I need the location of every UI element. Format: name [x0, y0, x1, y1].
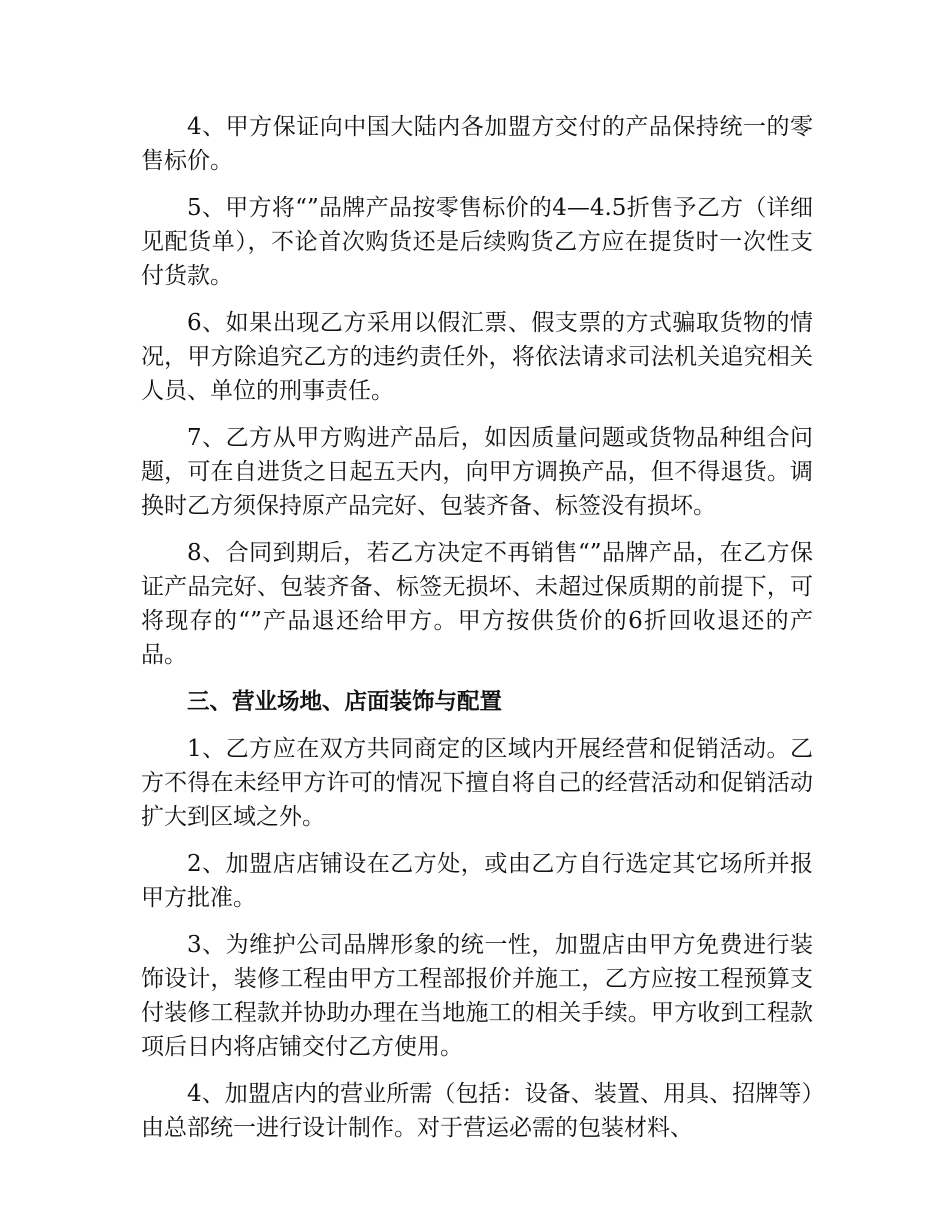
clause-paragraph: 3、为维护公司品牌形象的统一性，加盟店由甲方免费进行装饰设计，装修工程由甲方工程部报价并施工，乙方应按工程预算支付装修工程款并协助办理在当地施工的相关手续。甲方收到工程款项后日内将店铺交付乙方使用。 [141, 932, 813, 1060]
section-heading: 三、营业场地、店面装饰与配置 [187, 689, 503, 715]
document-page [141, 110, 813, 1158]
clause-paragraph: 4、加盟店内的营业所需（包括：设备、装置、用具、招牌等）由总部统一进行设计制作。对于营运必需的包装材料、 [141, 1081, 813, 1141]
clause-paragraph: 5、甲方将“”品牌产品按零售标价的4—4.5折售予乙方（详细见配货单），不论首次购货还是后续购货乙方应在提货时一次性支付货款。 [141, 195, 813, 289]
clause-paragraph: 8、合同到期后，若乙方决定不再销售“”品牌产品，在乙方保证产品完好、包装齐备、标签无损坏、未超过保质期的前提下，可将现存的“”产品退还给甲方。甲方按供货价的6折回收退还的产品。 [141, 540, 813, 668]
clause-paragraph: 6、如果出现乙方采用以假汇票、假支票的方式骗取货物的情况，甲方除追究乙方的违约责任外，将依法请求司法机关追究相关人员、单位的刑事责任。 [141, 310, 813, 404]
clause-paragraph: 2、加盟店店铺设在乙方处，或由乙方自行选定其它场所并报甲方批准。 [141, 851, 813, 911]
clause-paragraph: 1、乙方应在双方共同商定的区域内开展经营和促销活动。乙方不得在未经甲方许可的情况下擅自将自己的经营活动和促销活动扩大到区域之外。 [141, 736, 813, 830]
clause-paragraph: 4、甲方保证向中国大陆内各加盟方交付的产品保持统一的零售标价。 [141, 114, 813, 174]
clause-paragraph: 7、乙方从甲方购进产品后，如因质量问题或货物品种组合问题，可在自进货之日起五天内，向甲方调换产品，但不得退货。调换时乙方须保持原产品完好、包装齐备、标签没有损坏。 [141, 425, 813, 519]
